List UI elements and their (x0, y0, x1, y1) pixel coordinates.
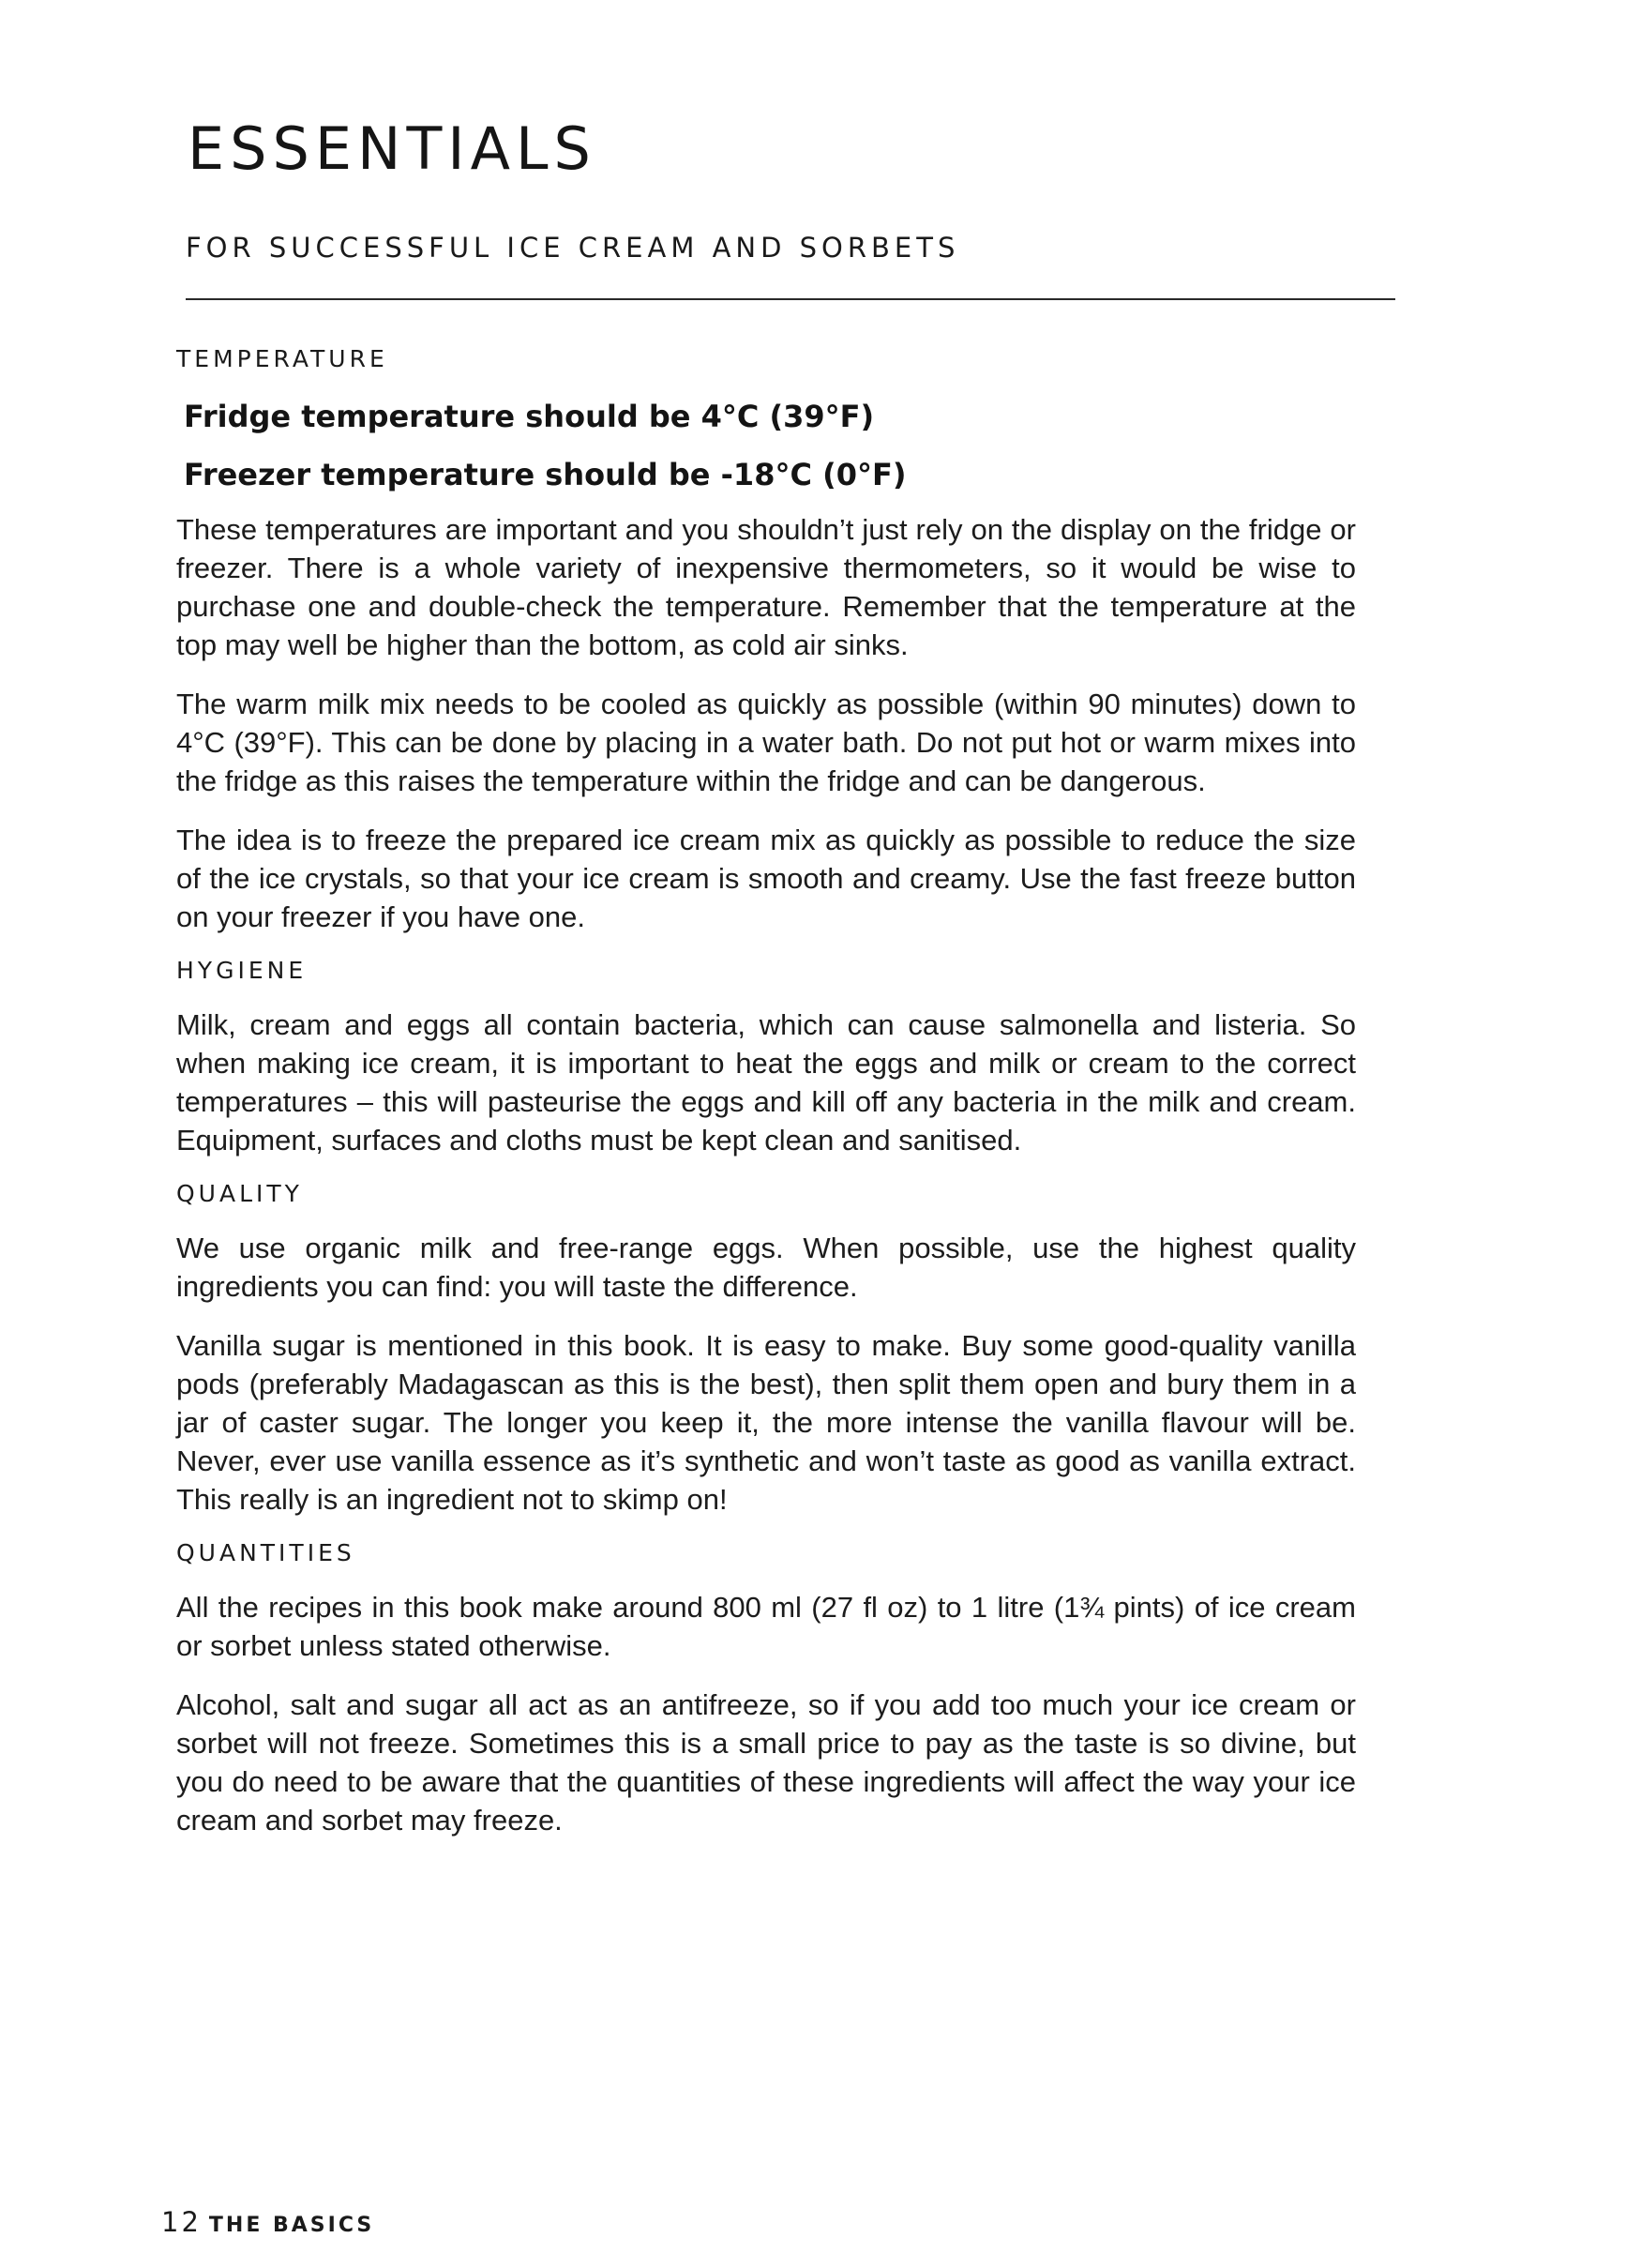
paragraph: All the recipes in this book make around 800 ml (27 fl oz) to 1 litre (1¾ pints) of ice cream or sorbet unless stated otherwise. (176, 1591, 1356, 1662)
section-heading-quality: QUALITY (176, 1180, 303, 1207)
paragraph: The idea is to freeze the prepared ice cream mix as quickly as possible to reduce the size of the ice crystals, so that your ice cream is smooth and creamy. Use the fast freeze button on your freezer if you have one. (176, 824, 1356, 933)
section-heading-temperature: TEMPERATURE (176, 345, 388, 372)
section-heading-quantities: QUANTITIES (176, 1539, 355, 1566)
paragraph: These temperatures are important and you shouldn’t just rely on the display on the fridge or freezer. There is a whole variety of inexpensive thermometers, so it would be wise to purchase one and double-check the temperature. Remember that the temperature at the top may well be higher than the bottom, as cold air sinks. (176, 513, 1356, 661)
section-hygiene (176, 957, 1356, 1159)
page-title: ESSENTIALS (188, 114, 596, 183)
section-quantities (176, 1539, 1356, 1839)
paragraph: Vanilla sugar is mentioned in this book. It is easy to make. Buy some good-quality vanilla pods (preferably Madagascan as this is the best), then split them open and bury them in a jar of caster sugar. The longer you keep it, the more intense the vanilla flavour will be. Never, ever use vanilla essence as it’s synthetic and won’t taste as good as vanilla extract. This really is an ingredient not to skimp on! (176, 1329, 1356, 1516)
page-footer (161, 2206, 374, 2238)
page-number: 12 (161, 2206, 202, 2238)
page-subtitle: FOR SUCCESSFUL ICE CREAM AND SORBETS (186, 232, 960, 264)
section-temperature (176, 345, 1356, 936)
paragraph: Milk, cream and eggs all contain bacteria, which can cause salmonella and listeria. So when making ice cream, it is important to heat the eggs and milk or cream to the correct temperatures – this will pasteurise the eggs and kill off any bacteria in the milk and cream. Equipment, surfaces and cloths must be kept clean and sanitised. (176, 1008, 1356, 1157)
section-heading-hygiene: HYGIENE (176, 957, 308, 984)
paragraph: Alcohol, salt and sugar all act as an antifreeze, so if you add too much your ice cream or sorbet will not freeze. Sometimes this is a small price to pay as the taste is so divine, but you do need to be aware that the quantities of these ingredients will affect the way your ice cream and sorbet may freeze. (176, 1688, 1356, 1837)
paragraph: We use organic milk and free-range eggs. When possible, use the highest quality ingredients you can find: you will taste the difference. (176, 1232, 1356, 1303)
freezer-temperature-line: Freezer temperature should be -18°C (0°F) (184, 457, 907, 492)
paragraph: The warm milk mix needs to be cooled as quickly as possible (within 90 minutes) down to 4°C (39°F). This can be done by placing in a water bath. Do not put hot or warm mixes into the fridge as this raises the temperature within the fridge and can be dangerous. (176, 688, 1356, 797)
title-divider (186, 298, 1395, 300)
page-body (176, 345, 1356, 1860)
fridge-temperature-line: Fridge temperature should be 4°C (39°F) (184, 399, 875, 434)
footer-section-name: THE BASICS (208, 2214, 375, 2237)
section-quality (176, 1180, 1356, 1519)
